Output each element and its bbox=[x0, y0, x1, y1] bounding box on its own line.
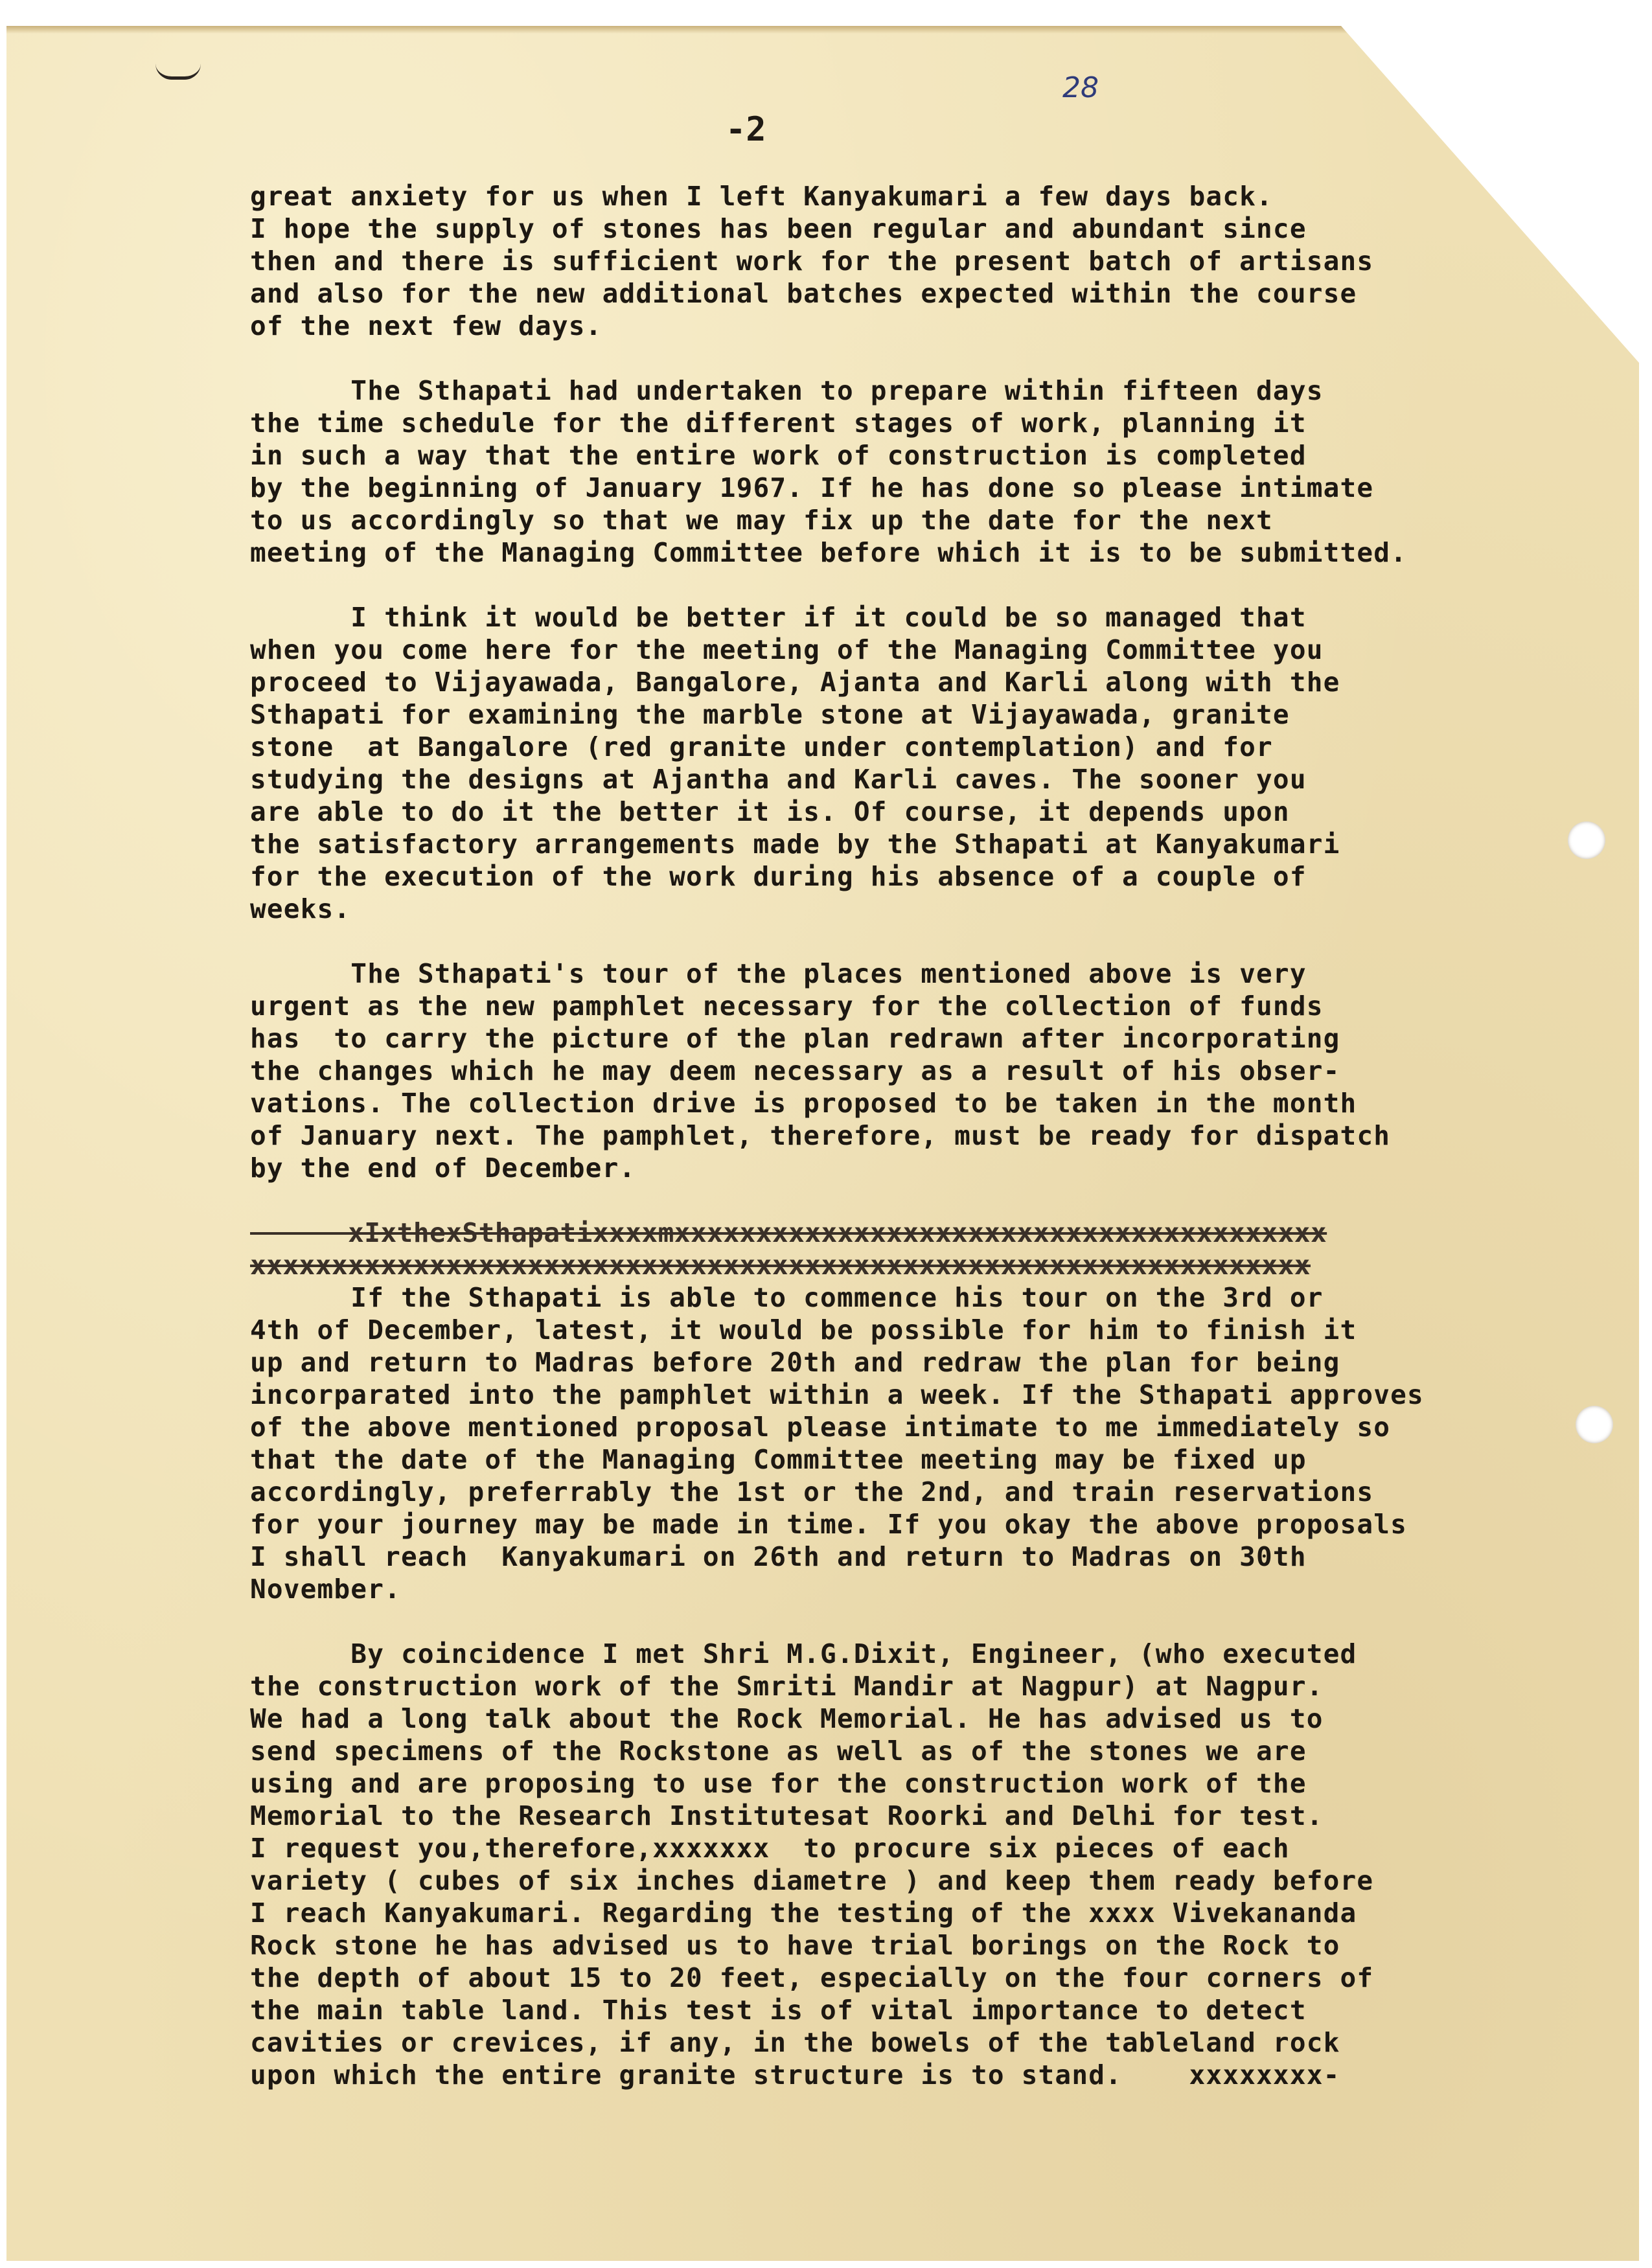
text-line: Memorial to the Research Institutesat Roorki and Delhi for test. bbox=[250, 1800, 1324, 1831]
text-line: I hope the supply of stones has been regular and abundant since bbox=[250, 213, 1307, 244]
paragraph bbox=[250, 1638, 1617, 2091]
paragraph bbox=[250, 374, 1617, 569]
page-top-edge bbox=[6, 26, 1639, 34]
text-line: I shall reach Kanyakumari on 26th and return to Madras on 30th bbox=[250, 1541, 1307, 1572]
text-line: when you come here for the meeting of the Managing Committee you bbox=[250, 634, 1324, 665]
text-line: the time schedule for the different stages of work, planning it bbox=[250, 407, 1307, 439]
text-line: and also for the new additional batches expected within the course bbox=[250, 278, 1357, 309]
ink-mark bbox=[155, 63, 201, 80]
text-line: of the above mentioned proposal please intimate to me immediately so bbox=[250, 1412, 1391, 1443]
text-line: the changes which he may deem necessary as a result of his obser- bbox=[250, 1055, 1340, 1086]
text-line: cavities or crevices, if any, in the bowels of the tableland rock bbox=[250, 2027, 1340, 2058]
text-line: of January next. The pamphlet, therefore, must be ready for dispatch bbox=[250, 1120, 1391, 1151]
text-line: then and there is sufficient work for the present batch of artisans bbox=[250, 246, 1374, 277]
text-line: stone at Bangalore (red granite under contemplation) and for bbox=[250, 731, 1273, 762]
page-number: -2 bbox=[726, 110, 766, 149]
folio-number: 28 bbox=[1062, 71, 1099, 104]
text-line: I reach Kanyakumari. Regarding the testing of the xxxx Vivekananda bbox=[250, 1897, 1357, 1929]
paragraph bbox=[250, 957, 1617, 1184]
text-line: proceed to Vijayawada, Bangalore, Ajanta and Karli along with the bbox=[250, 667, 1340, 698]
text-line: send specimens of the Rockstone as well as of the stones we are bbox=[250, 1735, 1307, 1767]
text-line: of the next few days. bbox=[250, 310, 602, 341]
text-line: the construction work of the Smriti Mandir at Nagpur) at Nagpur. bbox=[250, 1671, 1324, 1702]
text-line: by the end of December. bbox=[250, 1152, 636, 1184]
text-line: the main table land. This test is of vital importance to detect bbox=[250, 1995, 1307, 2026]
text-line: 4th of December, latest, it would be possible for him to finish it bbox=[250, 1314, 1357, 1346]
text-line: studying the designs at Ajantha and Karli caves. The sooner you bbox=[250, 764, 1307, 795]
paragraph bbox=[250, 180, 1617, 342]
text-line: the depth of about 15 to 20 feet, especially on the four corners of bbox=[250, 1962, 1374, 1993]
text-line: We had a long talk about the Rock Memorial. He has advised us to bbox=[250, 1703, 1324, 1734]
struck-out-line: xIxthexSthapatixxxxmxxxxxxxxxxxxxxxxxxxxxxxxxxxxxxxxxxxxxxxx bbox=[250, 1217, 1327, 1248]
paragraph bbox=[250, 1217, 1617, 1605]
text-line: The Sthapati had undertaken to prepare within fifteen days bbox=[250, 375, 1324, 406]
text-line: has to carry the picture of the plan redrawn after incorporating bbox=[250, 1023, 1340, 1054]
text-line: November. bbox=[250, 1574, 401, 1605]
text-line: Sthapati for examining the marble stone at Vijayawada, granite bbox=[250, 699, 1290, 730]
struck-out-line: xxxxxxxxxxxxxxxxxxxxxxxxxxxxxxxxxxxxxxxxxxxxxxxxxxxxxxxxxxxxxxxxx bbox=[250, 1250, 1311, 1281]
text-line: for the execution of the work during his absence of a couple of bbox=[250, 861, 1307, 892]
letter-body bbox=[250, 180, 1617, 2124]
text-line: weeks. bbox=[250, 893, 351, 924]
text-line: incorparated into the pamphlet within a week. If the Sthapati approves bbox=[250, 1379, 1424, 1410]
text-line: using and are proposing to use for the construction work of the bbox=[250, 1768, 1307, 1799]
paragraph bbox=[250, 601, 1617, 925]
text-line: by the beginning of January 1967. If he has done so please intimate bbox=[250, 472, 1374, 503]
text-line: The Sthapati's tour of the places mentioned above is very bbox=[250, 958, 1307, 989]
text-line: meeting of the Managing Committee before which it is to be submitted. bbox=[250, 537, 1408, 568]
text-line: I think it would be better if it could be so managed that bbox=[250, 602, 1307, 633]
text-line: accordingly, preferrably the 1st or the 2nd, and train reservations bbox=[250, 1476, 1374, 1507]
text-line: upon which the entire granite structure is to stand. xxxxxxxx- bbox=[250, 2059, 1340, 2090]
text-line: up and return to Madras before 20th and redraw the plan for being bbox=[250, 1347, 1340, 1378]
text-line: in such a way that the entire work of construction is completed bbox=[250, 440, 1307, 471]
text-line: for your journey may be made in time. If you okay the above proposals bbox=[250, 1509, 1408, 1540]
text-line: that the date of the Managing Committee meeting may be fixed up bbox=[250, 1444, 1307, 1475]
text-line: vations. The collection drive is proposed to be taken in the month bbox=[250, 1088, 1357, 1119]
text-line: urgent as the new pamphlet necessary for the collection of funds bbox=[250, 991, 1324, 1022]
text-line: By coincidence I met Shri M.G.Dixit, Engineer, (who executed bbox=[250, 1638, 1357, 1669]
text-line: to us accordingly so that we may fix up the date for the next bbox=[250, 505, 1273, 536]
text-line: variety ( cubes of six inches diametre ) and keep them ready before bbox=[250, 1865, 1374, 1896]
text-line: the satisfactory arrangements made by the Sthapati at Kanyakumari bbox=[250, 829, 1340, 860]
text-line: Rock stone he has advised us to have trial borings on the Rock to bbox=[250, 1930, 1340, 1961]
text-line: great anxiety for us when I left Kanyakumari a few days back. bbox=[250, 181, 1273, 212]
text-line: I request you,therefore,xxxxxxx to procure six pieces of each bbox=[250, 1833, 1290, 1864]
text-line: If the Sthapati is able to commence his tour on the 3rd or bbox=[250, 1282, 1324, 1313]
text-line: are able to do it the better it is. Of course, it depends upon bbox=[250, 796, 1290, 827]
